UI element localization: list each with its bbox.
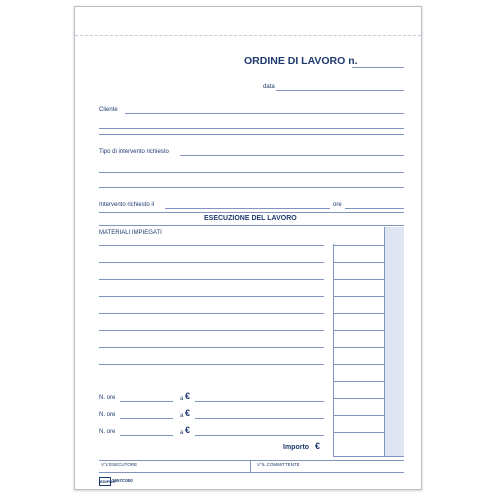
amount-line-12[interactable] (333, 432, 384, 433)
intervention-requested-label: Intervento richiesto il (99, 202, 155, 208)
rate-line-1[interactable] (195, 401, 324, 402)
intervention-type-line-3[interactable] (99, 187, 404, 188)
material-line-7[interactable] (99, 347, 324, 348)
execution-title: ESECUZIONE DEL LAVORO (204, 215, 297, 222)
amount-line-11[interactable] (333, 415, 384, 416)
hours-line-1[interactable] (120, 401, 173, 402)
amount-euro-symbol: € (315, 441, 321, 451)
amount-column-border-left (333, 244, 334, 457)
hour-label: ore (333, 202, 342, 208)
hours-label-1: N. ore (99, 395, 116, 401)
at-label-2: a (180, 413, 184, 419)
intervention-type-label: Tipo di intervento richiesto (99, 149, 169, 155)
materials-label: MATERIALI IMPIEGATI (99, 230, 162, 236)
at-label-3: a (180, 430, 184, 436)
date-label: data (263, 84, 275, 90)
amount-line-4[interactable] (333, 296, 384, 297)
form-title: ORDINE DI LAVORO n. (244, 55, 358, 67)
amount-line-8[interactable] (333, 364, 384, 365)
brand-logo: EDIPRO (100, 479, 116, 484)
intervention-date-line[interactable] (165, 208, 330, 209)
client-signature-label: V°IL COMMITTENTE (257, 462, 300, 467)
section-separator-2 (99, 225, 404, 226)
material-line-4[interactable] (99, 296, 324, 297)
amount-total-line[interactable] (333, 456, 404, 457)
order-number-line[interactable] (352, 67, 404, 68)
client-line[interactable] (125, 113, 404, 114)
amount-line-9[interactable] (333, 381, 384, 382)
date-line[interactable] (276, 90, 404, 91)
material-line-1[interactable] (99, 245, 324, 246)
euro-symbol-2: € (185, 408, 191, 418)
rate-line-3[interactable] (195, 435, 324, 436)
signature-top-line (99, 460, 404, 461)
euro-symbol-3: € (185, 425, 191, 435)
amount-line-2[interactable] (333, 262, 384, 263)
perforation-line (75, 35, 421, 36)
hours-label-3: N. ore (99, 429, 116, 435)
amount-line-1[interactable] (333, 245, 384, 246)
amount-line-5[interactable] (333, 313, 384, 314)
amount-column-shade (384, 227, 404, 457)
intervention-hour-line[interactable] (345, 208, 404, 209)
hours-line-2[interactable] (120, 418, 173, 419)
at-label-1: a (180, 396, 184, 402)
executor-signature-label: V°L'ESECUTORE (101, 462, 138, 467)
amount-line-3[interactable] (333, 279, 384, 280)
client-label: Cliente (99, 107, 118, 113)
amount-line-7[interactable] (333, 347, 384, 348)
material-line-6[interactable] (99, 330, 324, 331)
hours-line-3[interactable] (120, 435, 173, 436)
hours-label-2: N. ore (99, 412, 116, 418)
intervention-type-line[interactable] (180, 155, 404, 156)
amount-column-divider (384, 227, 385, 457)
signature-bottom-line (99, 472, 404, 473)
product-code: 2657C000 (112, 478, 133, 483)
section-separator (99, 212, 404, 213)
amount-line-6[interactable] (333, 330, 384, 331)
intervention-type-line-2[interactable] (99, 172, 404, 173)
rate-line-2[interactable] (195, 418, 324, 419)
client-line-2[interactable] (99, 128, 404, 129)
signature-divider (250, 460, 251, 472)
material-line-2[interactable] (99, 262, 324, 263)
work-order-form (74, 6, 422, 490)
euro-symbol-1: € (185, 391, 191, 401)
amount-line-10[interactable] (333, 398, 384, 399)
amount-label: Importo (283, 444, 310, 451)
material-line-5[interactable] (99, 313, 324, 314)
client-line-3[interactable] (99, 134, 404, 135)
material-line-3[interactable] (99, 279, 324, 280)
material-line-8[interactable] (99, 364, 324, 365)
